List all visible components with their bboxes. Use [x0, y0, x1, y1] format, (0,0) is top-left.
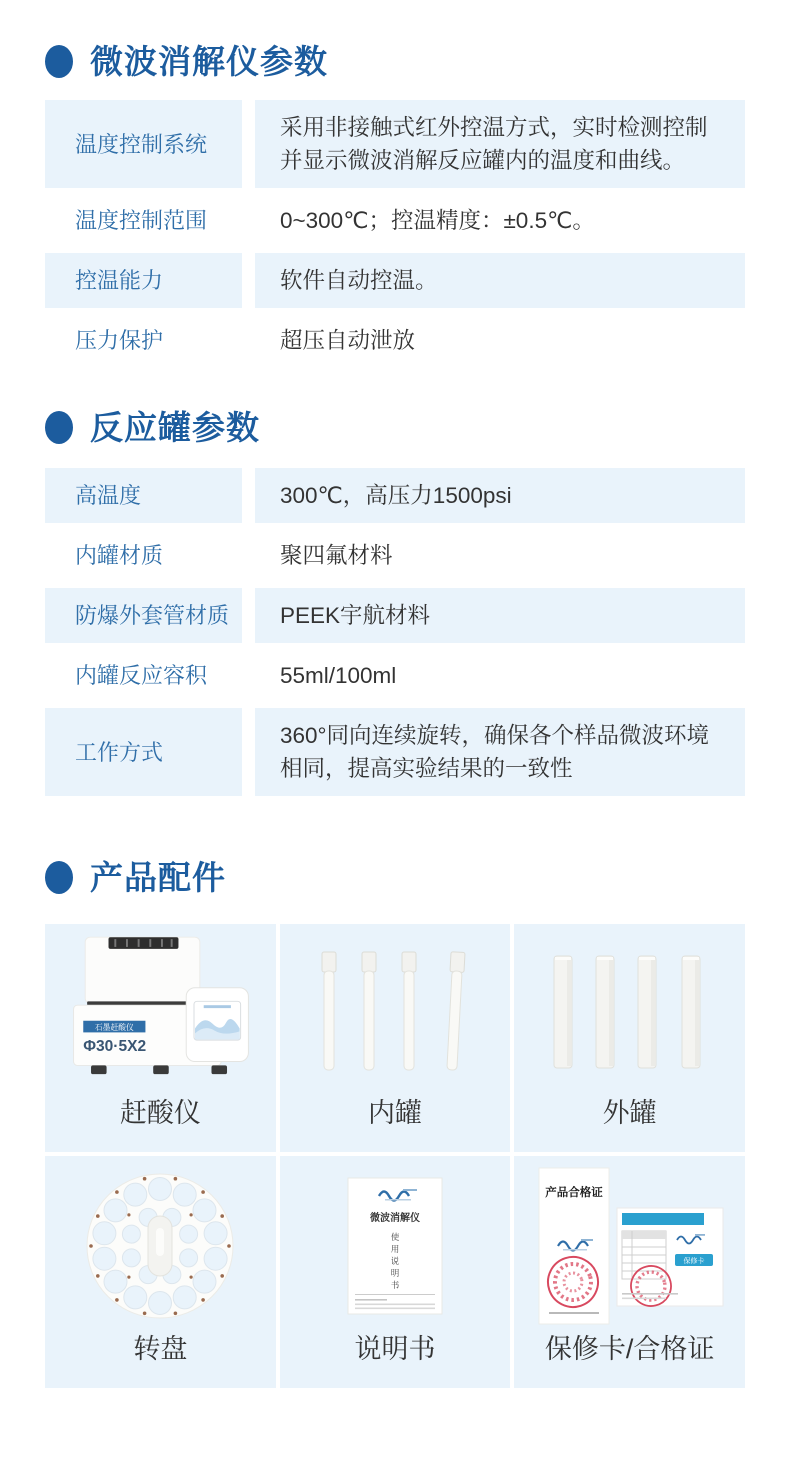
row-value: 360°同向连续旋转，确保各个样品微波环境相同，提高实验结果的一致性	[255, 708, 745, 796]
table-row	[45, 253, 745, 308]
svg-text:使: 使	[390, 1231, 400, 1242]
table-row	[45, 648, 745, 703]
column-gap	[242, 708, 255, 796]
row-label: 内罐材质	[75, 543, 164, 568]
accessory-label: 转盘	[133, 1334, 188, 1364]
column-gap	[242, 253, 255, 308]
row-label: 高温度	[45, 468, 242, 523]
outer-vessel-image	[514, 924, 745, 1099]
accessory-label: 内罐	[367, 1098, 422, 1128]
inner-vessel-image	[280, 924, 511, 1099]
table-row	[45, 193, 745, 248]
vessel-spec-table	[45, 468, 745, 796]
accessory-label: 外罐	[602, 1098, 657, 1128]
section-bullet-icon	[45, 411, 73, 444]
table-row	[45, 100, 745, 188]
section-header-vessel	[45, 409, 745, 446]
machine-badge-label: 石墨赶酸仪	[95, 1022, 135, 1032]
row-label: 温度控制系统	[45, 100, 242, 188]
accessories-grid	[45, 924, 745, 1388]
section-title-microwave: 微波消解仪参数	[90, 43, 328, 80]
column-gap	[242, 468, 255, 523]
accessory-cell-manual	[280, 1156, 511, 1388]
accessory-label: 说明书	[354, 1334, 436, 1364]
svg-text:书: 书	[390, 1279, 400, 1290]
section-title-vessel: 反应罐参数	[90, 409, 260, 446]
row-label: 温度控制范围	[75, 208, 208, 233]
row-value: 55ml/100ml	[280, 663, 397, 688]
row-label: 控温能力	[45, 253, 242, 308]
svg-text:说: 说	[390, 1255, 400, 1266]
accessory-cell-turntable	[45, 1156, 276, 1388]
section-bullet-icon	[45, 861, 73, 894]
row-value: PEEK宇航材料	[255, 588, 745, 643]
accessory-cell-acid-driver	[45, 924, 276, 1152]
row-value: 软件自动控温。	[255, 253, 745, 308]
machine-model-label: Φ30·5X2	[83, 1037, 147, 1055]
table-row	[45, 588, 745, 643]
manual-image	[280, 1156, 511, 1335]
row-value: 超压自动泄放	[280, 328, 416, 353]
section-header-microwave	[45, 43, 745, 80]
row-value: 采用非接触式红外控温方式，实时检测控制并显示微波消解反应罐内的温度和曲线。	[255, 100, 745, 188]
section-title-accessories: 产品配件	[90, 859, 226, 896]
manual-title: 微波消解仪	[369, 1212, 420, 1224]
accessory-label: 保修卡/合格证	[544, 1334, 715, 1364]
column-gap	[242, 193, 255, 248]
accessory-cell-outer-vessel	[514, 924, 745, 1152]
turntable-image	[45, 1156, 276, 1335]
warranty-pill-label: 保修卡	[683, 1257, 705, 1265]
table-row	[45, 468, 745, 523]
accessory-cell-warranty	[514, 1156, 745, 1388]
column-gap	[242, 100, 255, 188]
row-value: 0~300℃；控温精度：±0.5℃。	[280, 208, 595, 233]
column-gap	[242, 313, 255, 368]
warranty-certificate-image	[514, 1156, 745, 1335]
section-bullet-icon	[45, 45, 73, 78]
table-row	[45, 708, 745, 796]
accessory-label: 赶酸仪	[119, 1098, 201, 1128]
section-header-accessories	[45, 859, 745, 896]
row-value: 聚四氟材料	[280, 543, 393, 568]
row-label: 压力保护	[75, 328, 164, 353]
row-label: 防爆外套管材质	[45, 588, 242, 643]
column-gap	[242, 648, 255, 703]
table-row	[45, 313, 745, 368]
svg-text:明: 明	[390, 1267, 400, 1278]
row-value: 300℃，高压力1500psi	[255, 468, 745, 523]
column-gap	[242, 588, 255, 643]
svg-text:用: 用	[390, 1243, 400, 1254]
row-label: 工作方式	[45, 708, 242, 796]
accessory-cell-inner-vessel	[280, 924, 511, 1152]
row-label: 内罐反应容积	[75, 663, 208, 688]
acid-driver-image	[45, 924, 276, 1099]
microwave-spec-table	[45, 100, 745, 368]
table-row	[45, 528, 745, 583]
column-gap	[242, 528, 255, 583]
certificate-title: 产品合格证	[544, 1186, 603, 1199]
